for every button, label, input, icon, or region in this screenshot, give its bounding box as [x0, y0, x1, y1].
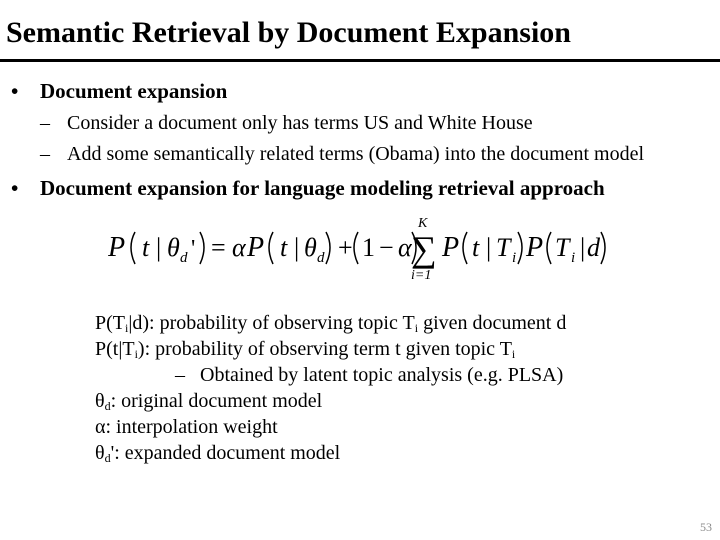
eq-T4: T	[555, 233, 570, 262]
def-text-b: : original document model	[110, 390, 323, 412]
eq-paren-close-5	[601, 232, 605, 264]
eq-lhs-theta: θ	[167, 233, 180, 262]
def-text-a: θ	[95, 442, 105, 464]
def-subscript: i	[125, 321, 129, 335]
eq-alpha-2: α	[398, 233, 412, 262]
eq-sum-upper: K	[418, 216, 428, 231]
eq-lhs-t: t	[142, 233, 150, 262]
definition-term-given-topic	[95, 336, 566, 362]
sub-bullet-marker: –	[40, 143, 50, 165]
eq-T3: T	[496, 233, 511, 262]
definition-plsa-note	[95, 362, 566, 388]
eq-equals: =	[211, 233, 226, 262]
eq-paren-close	[200, 232, 204, 264]
slide-title: Semantic Retrieval by Document Expansion	[6, 16, 571, 49]
eq-P4: P	[526, 232, 544, 263]
expansion-equation	[108, 214, 608, 284]
sub-bullet-text: Add some semantically related terms (Obama) into the document model	[67, 143, 645, 165]
definitions-list	[95, 310, 566, 466]
eq-lhs-prime: '	[191, 236, 196, 262]
eq-paren-close-2	[326, 232, 330, 264]
eq-i3: i	[512, 250, 517, 266]
eq-t2: t	[280, 233, 288, 262]
def-subscript-2: i	[414, 321, 419, 335]
def-text: α: interpolation weight	[95, 416, 278, 438]
eq-d4: d	[587, 233, 600, 262]
eq-minus: −	[379, 233, 394, 262]
sub-bullet-marker: –	[40, 112, 50, 134]
bullet-marker: •	[11, 176, 19, 200]
def-dash: –	[175, 364, 185, 386]
eq-i4: i	[571, 250, 576, 266]
eq-alpha-1: α	[232, 233, 246, 262]
eq-bar4: |	[580, 233, 586, 262]
eq-paren-close-4	[518, 232, 522, 264]
eq-d2: d	[317, 250, 325, 266]
eq-P2: P	[247, 232, 265, 263]
eq-lhs-P: P	[108, 232, 126, 263]
def-text: Obtained by latent topic analysis (e.g. PLSA)	[200, 364, 564, 386]
eq-paren-open-3	[354, 232, 358, 264]
eq-t3: t	[472, 233, 480, 262]
eq-plus: +	[338, 233, 353, 262]
eq-lhs-d: d	[180, 250, 188, 266]
def-text-a: P(t|T	[95, 338, 135, 360]
def-text-b: ): probability of observing term t given topic T	[137, 338, 512, 360]
eq-sum-lower: i=1	[411, 268, 432, 283]
eq-paren-open-4	[463, 232, 467, 264]
eq-P3: P	[442, 232, 460, 263]
sub-bullet-text: Consider a document only has terms US and White House	[67, 112, 533, 134]
definition-topic-given-doc	[95, 310, 566, 336]
def-text-a: P(T	[95, 312, 125, 334]
def-subscript: i	[134, 347, 138, 361]
definition-expanded-model	[95, 440, 566, 466]
eq-paren-open-5	[547, 232, 551, 264]
eq-paren-open	[131, 232, 135, 264]
definition-original-model	[95, 388, 566, 414]
def-text-c: given document d	[418, 312, 567, 334]
eq-sigma: ∑	[411, 229, 437, 269]
def-subscript: d	[104, 451, 111, 465]
definition-interpolation-weight	[95, 414, 566, 440]
bullet-text: Document expansion	[40, 79, 228, 103]
title-divider	[0, 59, 720, 62]
eq-lhs-bar: |	[156, 233, 162, 262]
bullet-marker: •	[11, 79, 19, 103]
eq-bar2: |	[294, 233, 300, 262]
bullet-text: Document expansion for language modeling retrieval approach	[40, 176, 605, 200]
slide-number: 53	[700, 520, 712, 534]
def-subscript-2: i	[511, 347, 516, 361]
def-text-b: ': expanded document model	[110, 442, 341, 464]
eq-bar3: |	[486, 233, 492, 262]
eq-theta2: θ	[304, 233, 317, 262]
eq-paren-open-2	[269, 232, 273, 264]
def-text-b: |d): probability of observing topic T	[128, 312, 415, 334]
eq-one: 1	[362, 233, 375, 262]
def-subscript: d	[104, 399, 111, 413]
def-text-a: θ	[95, 390, 105, 412]
